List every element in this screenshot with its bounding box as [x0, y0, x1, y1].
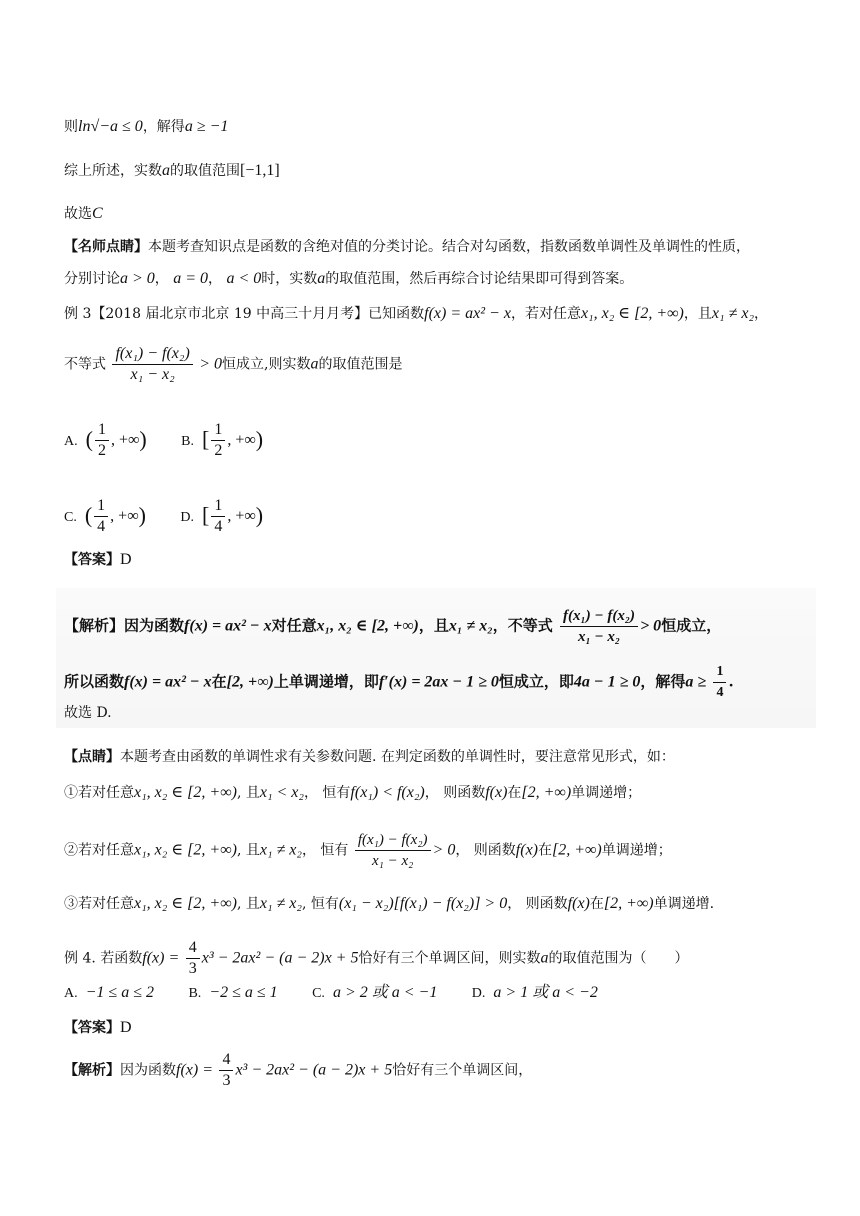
text-line: 所以函数f(x) = ax² − x在[2, +∞)上单调递增，即f′(x) = 2ax − 1 ≥ 0恒成立，即4a − 1 ≥ 0，解得a ≥ $\frac{1}{4}$ . [64, 664, 734, 700]
text-line [64, 1017, 132, 1039]
text-line: 例 3【2018 届北京市北京 19 中高三十月月考】已知函数f(x) = ax² − x，若对任意x₁, x₂ ∈ [2, +∞)，且x₁ ≠ x₂， [64, 305, 768, 322]
solution-image-block [56, 588, 816, 728]
option-b: B. −2 ≤ a ≤ 1 [188, 984, 278, 1001]
answer-value: D [120, 1019, 132, 1036]
math: x₁, x₂ ∈ [2, +∞) [580, 305, 684, 322]
math: [−1,1] [240, 162, 280, 179]
math: a [317, 270, 326, 287]
math: x₁ ≠ x₂ [711, 305, 754, 322]
text: 不等式 [64, 356, 106, 373]
answer-value: D [120, 551, 132, 568]
text: 时，实数 [261, 271, 318, 287]
answer-tag: 【答案】 [64, 552, 120, 568]
text: 分别讨论 [64, 271, 120, 287]
text-line [64, 160, 280, 182]
text: 本题考查知识点是函数的含绝对值的分类讨论。结合对勾函数，指数函数单调性及单调性的性质， [148, 239, 750, 255]
text: 则 [64, 119, 78, 135]
options-row [64, 982, 628, 1005]
text: 故选 [64, 206, 92, 222]
text: 的取值范围是 [318, 356, 403, 373]
text-line [64, 116, 228, 138]
section-tag: 【点睛】 [64, 749, 120, 765]
text-line [64, 344, 402, 385]
text: 的取值范围 [170, 163, 240, 179]
math: > 0 [199, 355, 223, 373]
math: a = 0 [173, 270, 209, 287]
text-line: ①若对任意x₁, x₂ ∈ [2, +∞), 且x₁ < x₂， 恒有f(x₁) < f(x₂)， 则函数f(x)在[2, +∞)单调递增； [64, 784, 642, 801]
option-c: C. a > 2 或 a < −1 [312, 984, 438, 1001]
fraction: $\frac{\text{f(x₁) − f(x₂)}}{\text{x₁ − x₂}}$ [112, 344, 192, 385]
text: 的取值范围，然后再综合讨论结果即可得到答案。 [325, 271, 634, 287]
math: a < 0 [226, 270, 262, 287]
math: a > 0 [120, 270, 155, 287]
text-line: 故选 D. [64, 705, 112, 721]
math: f(x) = ax² − x [424, 305, 511, 322]
section-tag: 【解析】 [64, 1062, 120, 1079]
text: 本题考查由函数的单调性求有关参数问题. 在判定函数的单调性时，要注意常见形式，如： [120, 749, 675, 765]
section-tag: 【名师点睛】 [64, 239, 148, 255]
text: ，且 [683, 306, 712, 322]
option-d: D. [ $\frac{1}{4}$ , +∞) [180, 497, 264, 535]
text-line [64, 203, 103, 225]
option-a: A. −1 ≤ a ≤ 2 [64, 984, 154, 1001]
math: a [162, 162, 170, 179]
text-line: 【解析】因为函数f(x) = $\frac{4}{3}$ x³ − 2ax² − (a − 2)x + 5恰好有三个单调区间， [64, 1051, 533, 1089]
math: ln√−a ≤ 0 [78, 118, 143, 135]
text-line: ②若对任意x₁, x₂ ∈ [2, +∞), 且x₁ ≠ x₂， 恒有 $\frac{\text{f(x₁) − f(x₂)}}{\text{x₁ − x₂}}$ > 0， 则函数f(x)在[2, +∞)单调递增； [64, 832, 672, 869]
text-line [64, 549, 132, 571]
text-line: 分别讨论a > 0， a = 0， a < 0时，实数a的取值范围，然后再综合讨论结果即可得到答案。 [64, 270, 634, 287]
text-line [64, 236, 750, 258]
answer-tag: 【答案】 [64, 1020, 120, 1036]
text: ，若对任意 [510, 306, 581, 322]
option-b: B. [ $\frac{1}{2}$ , +∞) [181, 421, 264, 459]
text: ，解得 [142, 119, 185, 135]
option-d: D. a > 1 或 a < −2 [471, 984, 598, 1001]
options-row [64, 420, 293, 461]
text-line: 【解析】因为函数f(x) = ax² − x对任意x₁, x₂ ∈ [2, +∞)，且x₁ ≠ x₂，不等式 $\frac{\text{f(x₁) − f(x₂)}}{\text{x₁ − x₂}}$ > 0恒成立， [64, 608, 722, 645]
option-a: A. ( $\frac{1}{2}$ , +∞) [64, 421, 147, 459]
text-line: 例 4. 若函数f(x) = $\frac{4}{3}$ x³ − 2ax² − (a − 2)x + 5恰好有三个单调区间，则实数a的取值范围为（ ） [64, 939, 689, 977]
text: 例 3【2018 届北京市北京 19 中高三十月月考】已知函数 [64, 306, 425, 322]
text: 恒成立,则实数 [222, 356, 311, 373]
option-c: C. ( $\frac{1}{4}$ , +∞) [64, 497, 146, 535]
math: a [310, 355, 319, 373]
text-line [64, 746, 675, 768]
math: a ≥ −1 [184, 118, 229, 135]
text-line: ③若对任意x₁, x₂ ∈ [2, +∞), 且x₁ ≠ x₂, 恒有(x₁ − x₂)[f(x₁) − f(x₂)] > 0， 则函数f(x)在[2, +∞)单调递增. [64, 895, 715, 912]
options-row [64, 496, 293, 537]
math: C [92, 205, 103, 222]
text: 综上所述，实数 [64, 163, 162, 179]
